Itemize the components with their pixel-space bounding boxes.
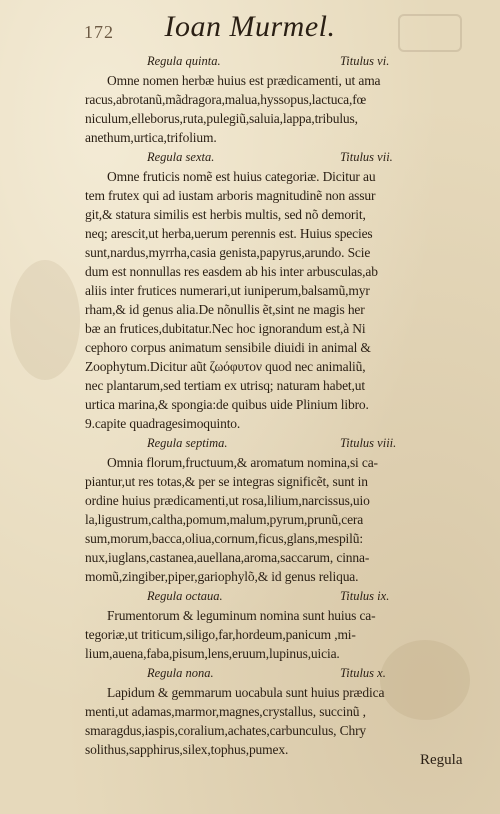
text-line: lium,auena,faba,pisum,lens,eruum,lupinus,uicia. bbox=[85, 646, 340, 661]
text-line: urtica marina,& spongia:de quibus uide Plinium libro. bbox=[85, 397, 369, 412]
text-line: Omne nomen herbæ huius est prædicamenti, ut ama bbox=[107, 73, 381, 88]
rule-name: Regula nona. bbox=[147, 666, 214, 680]
text-line: tegoriæ,ut triticum,siligo,far,hordeum,panicum ,mi- bbox=[85, 627, 356, 642]
text-line: niculum,elleborus,ruta,pulegiũ,saluia,lappa,tribulus, bbox=[85, 111, 358, 126]
text-line: sunt,nardus,myrrha,casia genista,papyrus,arundo. Scie bbox=[85, 245, 371, 260]
titulus-label: Titulus vi. bbox=[340, 54, 390, 68]
text-line: sum,morum,bacca,oliua,cornum,ficus,glans,mespilũ: bbox=[85, 531, 363, 546]
text-line: la,ligustrum,caltha,pomum,malum,pyrum,prunũ,cera bbox=[85, 512, 364, 527]
rule-name: Regula octaua. bbox=[147, 589, 223, 603]
rule-name: Regula septima. bbox=[147, 436, 228, 450]
text-line: neq; arescit,ut herba,uerum perennis est. Huius species bbox=[85, 226, 373, 241]
text-line: Zoophytum.Dicitur aũt ζωόφυτον quod nec animaliũ, bbox=[85, 359, 366, 374]
rule-name: Regula sexta. bbox=[147, 150, 215, 164]
text-line: nec plantarum,sed tertiam ex utrisq; naturam habet,ut bbox=[85, 378, 365, 393]
page-number: 172 bbox=[84, 22, 114, 42]
text-line: Omnia florum,fructuum,& aromatum nomina,si ca- bbox=[107, 455, 378, 470]
text-line: tem frutex qui ad iustam arboris magnitudinẽ non assur bbox=[85, 188, 376, 203]
page-header bbox=[0, 6, 500, 48]
text-line: Omne fruticis nomẽ est huius categoriæ. Dicitur au bbox=[107, 169, 376, 184]
text-line: bæ an frutices,dubitatur.Nec hoc ignorandum est,à Ni bbox=[85, 321, 366, 336]
text-line: rham,& id genus alia.De nõnullis ẽt,sint ne magis her bbox=[85, 302, 365, 317]
text-line: solithus,sapphirus,silex,tophus,pumex. bbox=[85, 742, 289, 757]
paper-stain bbox=[10, 260, 80, 380]
rule-heading bbox=[85, 665, 475, 683]
titulus-label: Titulus ix. bbox=[340, 589, 390, 603]
text-line: smaragdus,iaspis,coralium,achates,carbunculus, Chry bbox=[85, 723, 367, 738]
text-line: piantur,ut res totas,& per se integras significẽt, sunt in bbox=[85, 474, 368, 489]
text-line: anethum,urtica,trifolium. bbox=[85, 130, 217, 145]
titulus-label: Titulus vii. bbox=[340, 150, 393, 164]
text-line: racus,abrotanũ,mãdragora,malua,hyssopus,lactuca,fœ bbox=[85, 92, 367, 107]
titulus-label: Titulus viii. bbox=[340, 436, 397, 450]
rule-heading bbox=[85, 588, 475, 606]
titulus-label: Titulus x. bbox=[340, 666, 386, 680]
catchword: Regula bbox=[420, 752, 463, 768]
rule-heading bbox=[85, 53, 475, 71]
text-line: git,& statura similis est herbis multis, sed nõ demorit, bbox=[85, 207, 366, 222]
text-line: momũ,zingiber,piper,gariophylõ,& id genus reliqua. bbox=[85, 569, 359, 584]
rule-name: Regula quinta. bbox=[147, 54, 221, 68]
text-line: Lapidum & gemmarum uocabula sunt huius prædica bbox=[107, 685, 385, 700]
rule-heading bbox=[85, 435, 475, 453]
text-line: aliis inter frutices numerari,ut iuniperum,balsamũ,myr bbox=[85, 283, 370, 298]
running-title: Ioan Murmel. bbox=[164, 10, 336, 43]
page-body bbox=[85, 51, 475, 759]
text-line: cephoro corpus animatum sensibile diuidi in animal & bbox=[85, 340, 371, 355]
text-line: menti,ut adamas,marmor,magnes,crystallus, succinũ , bbox=[85, 704, 366, 719]
text-line: nux,iuglans,castanea,auellana,aroma,saccarum, cinna- bbox=[85, 550, 370, 565]
text-line: 9.capite quadragesimoquinto. bbox=[85, 416, 241, 431]
text-line: ordine huius prædicamenti,ut rosa,lilium,narcissus,uio bbox=[85, 493, 370, 508]
rule-heading bbox=[85, 149, 475, 167]
show-through-mark bbox=[398, 14, 462, 52]
text-line: dum est nonnullas res easdem ab his inter arbusculas,ab bbox=[85, 264, 378, 279]
text-line: Frumentorum & leguminum nomina sunt huius ca- bbox=[107, 608, 376, 623]
